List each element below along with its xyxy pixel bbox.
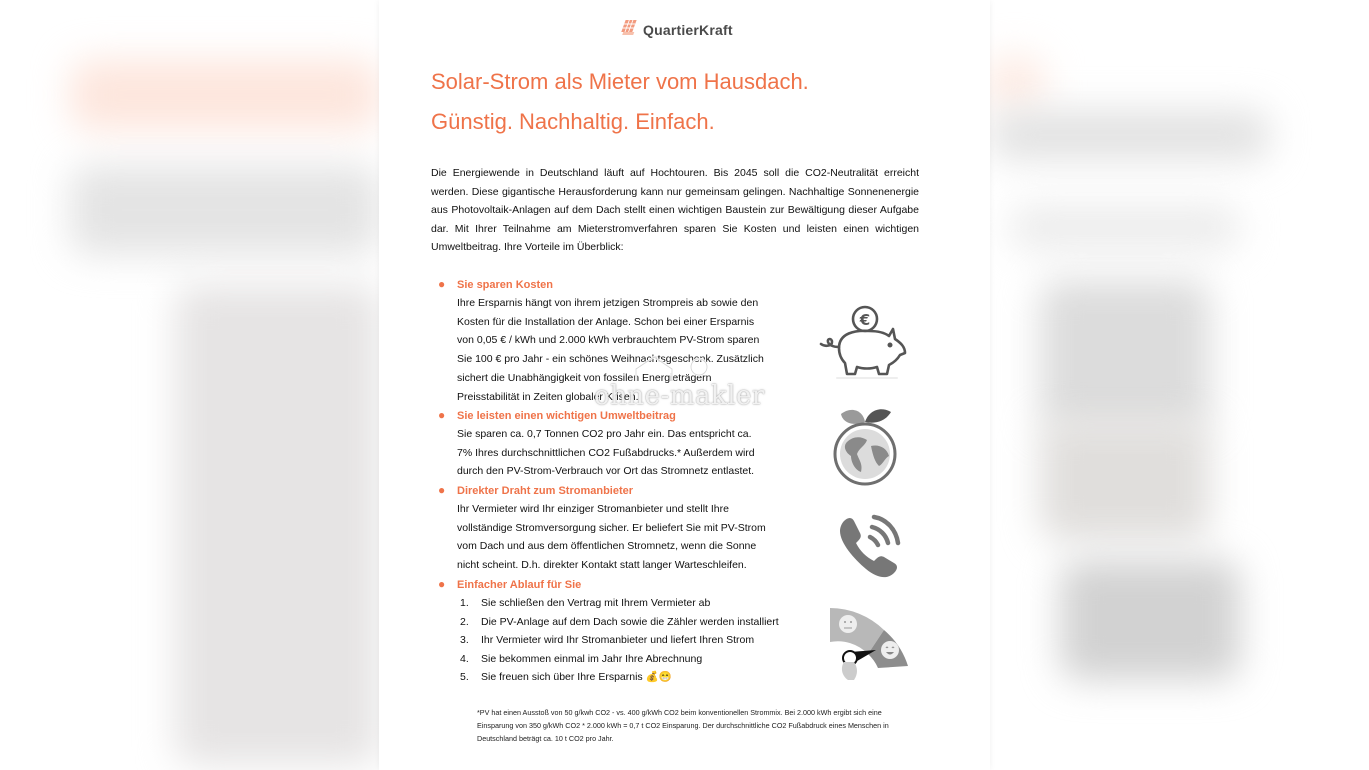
section-line: von 0,05 € / kWh und 2.000 kWh verbrauchtem PV-Strom sparen: [457, 334, 760, 347]
background-blur-gray-right-2: [1010, 205, 1240, 250]
footnote: *PV hat einen Ausstoß von 50 g/kwh CO2 - vs. 400 g/kWh CO2 beim konventionellen Strommix. Bei 2.000 kWh ergibt sich eine Einsparung von 350 g/kWh CO2 * 2.000 kWh = 0,7 t CO2 Einsparung. Der durchschnittliche CO2 Fußabdruck eines Menschen in Deutschland beträgt ca. 10 t CO2 pro Jahr.: [477, 708, 889, 743]
earth-leaves-icon: [829, 402, 901, 493]
bullet-icon: ●: [438, 577, 446, 591]
section-title: Sie leisten einen wichtigen Umweltbeitrag: [457, 410, 676, 422]
intro-paragraph: Die Energiewende in Deutschland läuft auf Hochtouren. Bis 2045 soll die CO2-Neutralität erreicht werden. Diese gigantische Herausforderung kann nur gemeinsam gelingen. Nachhaltige Sonnenenergie aus Photovoltaik-Anlagen auf dem Dach stellt einen wichtigen Baustein zur Bewältigung dieser Aufgabe dar. Mit Ihrer Teilnahme am Mieterstromverfahren sparen Sie Kosten und leisten einen wichtigen Umweltbeitrag. Ihre Vorteile im Überblick:: [431, 167, 919, 253]
background-blur-gray-right: [990, 110, 1270, 160]
section-title: Sie sparen Kosten: [457, 279, 553, 291]
section-line: vollständige Stromversorgung sicher. Er beliefert Sie mit PV-Strom: [457, 521, 766, 534]
svg-text:€: €: [859, 311, 871, 329]
step-item: 5. Sie freuen sich über Ihre Ersparnis 💰😁: [460, 671, 672, 683]
section-line: sichert die Unabhängigkeit von fossilen Energieträgern: [457, 371, 712, 384]
bullet-icon: ●: [438, 408, 446, 422]
step-item: 1. Sie schließen den Vertrag mit Ihrem Vermieter ab: [460, 597, 711, 609]
phone-call-icon: [832, 509, 904, 586]
section-line: Kosten für die Installation der Anlage. Schon bei einer Ersparnis: [457, 315, 755, 328]
brand-logo: [619, 20, 733, 40]
section-environment: [438, 408, 755, 481]
step-item: 4. Sie bekommen einmal im Jahr Ihre Abrechnung: [460, 652, 703, 665]
background-blur-gray-left-2: [175, 285, 380, 765]
headline-line-1: Solar-Strom als Mieter vom Hausdach.: [431, 69, 809, 94]
background-blur-orange-right: [985, 55, 1045, 110]
section-title: Direkter Draht zum Stromanbieter: [457, 485, 634, 497]
satisfaction-gauge-icon: [830, 606, 910, 689]
background-blur-gray-left: [70, 165, 380, 255]
process-steps: [457, 594, 779, 687]
section-line: nicht scheint. D.h. direkter Kontakt statt langer Warteschleifen.: [457, 559, 747, 572]
piggy-bank-euro-icon: [817, 303, 909, 386]
section-line: durch den PV-Strom-Verbrauch vor Ort das Stromnetz entlastet.: [457, 465, 755, 478]
section-line: Sie 100 € pro Jahr - ein schönes Weihnachtsgeschenk. Zusätzlich: [457, 353, 764, 366]
section-line: 7% Ihres durchschnittlichen CO2 Fußabdrucks.* Außerdem wird: [457, 446, 755, 459]
step-item: 3. Ihr Vermieter wird Ihr Stromanbieter und liefert Ihren Strom: [460, 634, 755, 646]
watermark-text: ohne-makler: [594, 381, 765, 411]
bullet-icon: ●: [438, 277, 446, 291]
bullet-icon: ●: [438, 483, 446, 497]
solar-panel-icon: [619, 19, 639, 42]
document-page: [379, 0, 990, 770]
section-line: Sie sparen ca. 0,7 Tonnen CO2 pro Jahr ein. Das entspricht ca.: [457, 428, 752, 440]
section-savings: [438, 277, 764, 406]
background-blur-gray-right-3: [1040, 280, 1210, 430]
brand-name: QuartierKraft: [643, 22, 733, 38]
section-direct-contact: [438, 483, 766, 575]
section-line: Ihr Vermieter wird Ihr einziger Stromanbieter und stellt Ihre: [457, 503, 729, 515]
section-simple-process: [438, 577, 779, 687]
section-line: vom Dach und aus dem öffentlichen Stromnetz, wenn die Sonne: [457, 540, 757, 553]
background-blur-orange-left: [70, 60, 380, 130]
section-line: Ihre Ersparnis hängt von ihrem jetzigen Strompreis ab sowie den: [457, 297, 759, 309]
step-item: 2. Die PV-Anlage auf dem Dach sowie die Zähler werden installiert: [460, 615, 779, 628]
background-blur-gray-right-5: [1060, 560, 1240, 680]
section-title: Einfacher Ablauf für Sie: [457, 579, 582, 591]
headline-line-2: Günstig. Nachhaltig. Einfach.: [431, 109, 715, 134]
background-blur-gray-right-4: [1040, 420, 1210, 540]
section-line: Preisstabilität in Zeiten globaler Krisen.: [457, 390, 639, 403]
